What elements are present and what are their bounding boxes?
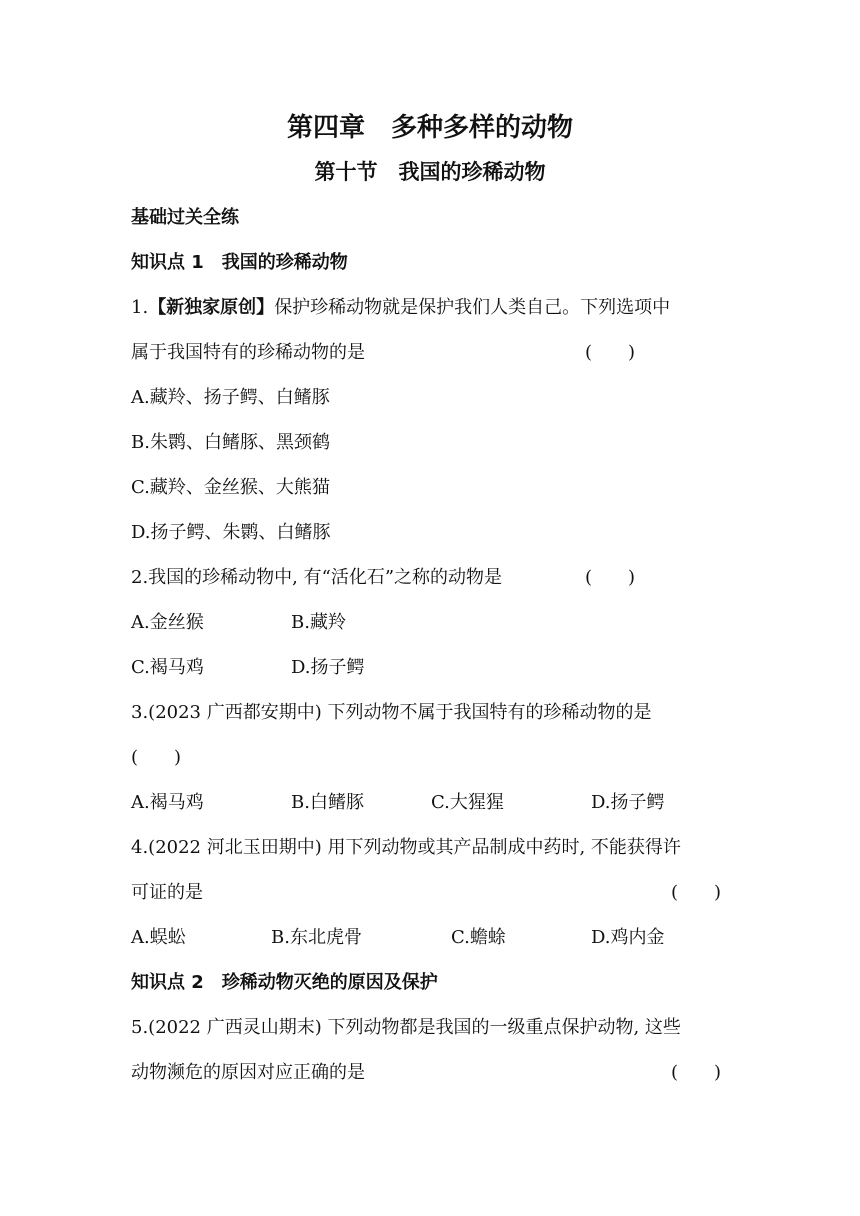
question-4-option-c: C.蟾蜍 [451, 927, 506, 948]
question-2-answer-blank: ( ) [585, 567, 636, 588]
question-4-option-a: A.蜈蚣 [131, 927, 186, 948]
knowledge-point-2: 知识点 2 珍稀动物灭绝的原因及保护 [131, 972, 438, 993]
question-1-text-2: 属于我国特有的珍稀动物的是 [131, 342, 365, 363]
question-4-answer-blank: ( ) [671, 882, 722, 903]
question-2-text: 2.我国的珍稀动物中, 有“活化石”之称的动物是 [131, 567, 503, 588]
question-4-text-2: 可证的是 [131, 882, 203, 903]
question-1-option-a: A.藏羚、扬子鳄、白鳍豚 [131, 387, 330, 408]
question-1-answer-blank: ( ) [585, 342, 636, 363]
question-4-option-b: B.东北虎骨 [271, 927, 362, 948]
question-1-option-b: B.朱鹮、白鳍豚、黑颈鹤 [131, 432, 330, 453]
question-4-option-d: D.鸡内金 [591, 927, 665, 948]
chapter-title: 第四章 多种多样的动物 [286, 113, 573, 143]
question-3-line-1: 3.(2023 广西都安期中) 下列动物不属于我国特有的珍稀动物的是 [131, 702, 652, 723]
question-5-line-2 [131, 1061, 729, 1085]
question-2-option-d: D.扬子鳄 [291, 657, 365, 678]
question-1-option-d: D.扬子鳄、朱鹮、白鳍豚 [131, 522, 331, 543]
section-title: 第十节 我国的珍稀动物 [314, 160, 546, 184]
section-label: 基础过关全练 [131, 207, 239, 228]
question-4-line-2 [131, 881, 729, 905]
question-5-answer-blank: ( ) [671, 1062, 722, 1083]
question-2-line-1 [131, 566, 729, 590]
question-3-option-b: B.白鳍豚 [291, 792, 364, 813]
question-5-text-2: 动物濒危的原因对应正确的是 [131, 1062, 365, 1083]
question-3-answer-blank: ( ) [131, 747, 182, 768]
question-4-line-1: 4.(2022 河北玉田期中) 用下列动物或其产品制成中药时, 不能获得许 [131, 837, 681, 858]
question-1-text: 保护珍稀动物就是保护我们人类自己。下列选项中 [274, 297, 671, 318]
question-1-tag: 【新独家原创】 [148, 297, 275, 318]
knowledge-point-1: 知识点 1 我国的珍稀动物 [131, 252, 348, 273]
question-3-option-a: A.褐马鸡 [131, 792, 204, 813]
question-2-option-a: A.金丝猴 [131, 612, 204, 633]
question-1-line-2 [131, 341, 729, 365]
question-1-line-1 [131, 296, 729, 320]
question-3-option-d: D.扬子鳄 [591, 792, 665, 813]
question-1-option-c: C.藏羚、金丝猴、大熊猫 [131, 477, 330, 498]
question-2-option-b: B.藏羚 [291, 612, 346, 633]
question-3-option-c: C.大猩猩 [431, 792, 504, 813]
question-5-line-1: 5.(2022 广西灵山期末) 下列动物都是我国的一级重点保护动物, 这些 [131, 1017, 681, 1038]
question-1-number: 1. [131, 297, 149, 318]
question-2-option-c: C.褐马鸡 [131, 657, 204, 678]
